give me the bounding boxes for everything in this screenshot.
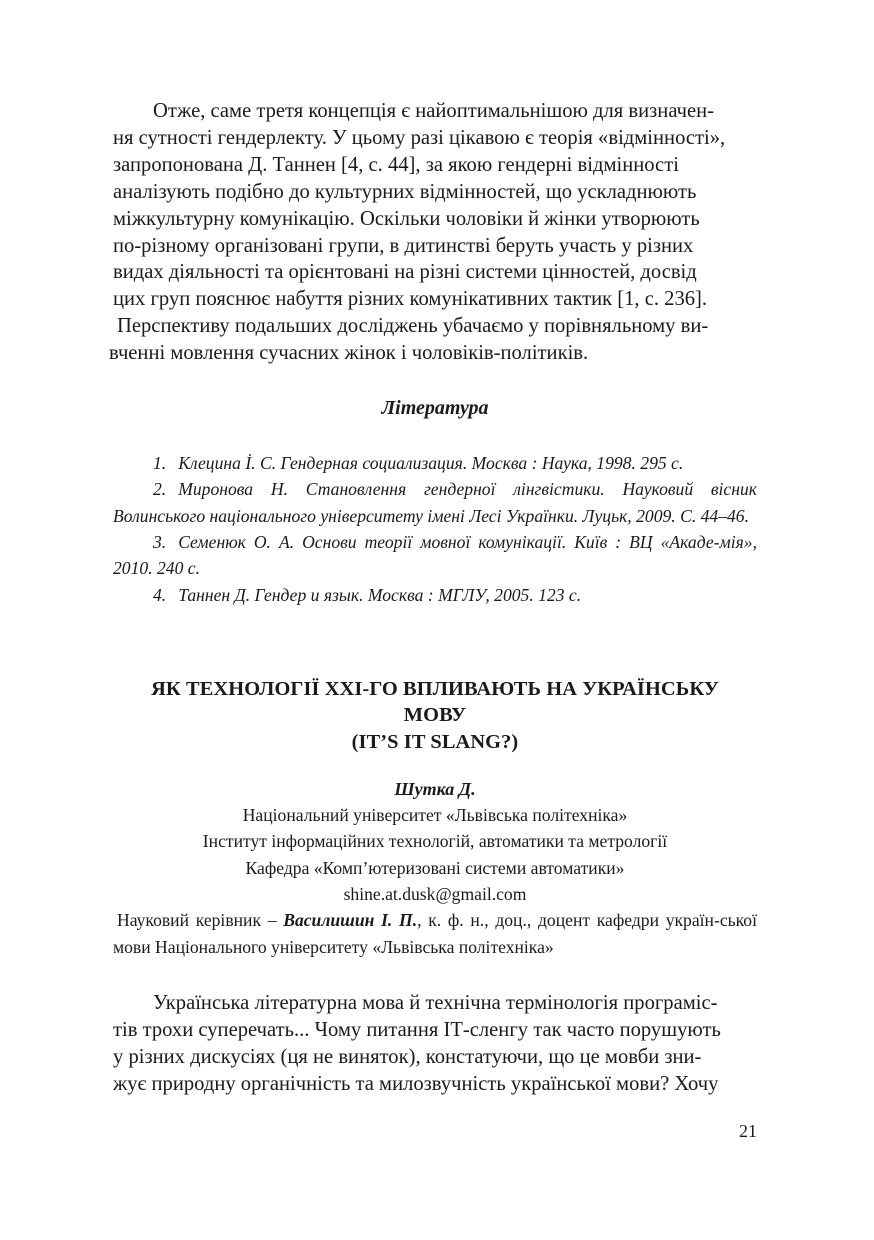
author-email: shine.at.dusk@gmail.com — [343, 883, 527, 904]
affiliation-university: Національний університет «Львівська політехніка» — [242, 805, 628, 826]
intro2-line-2: вченні мовлення сучасних жінок і чоловіків-політиків. — [109, 342, 589, 365]
page-number: 21 — [739, 1121, 757, 1141]
intro-line-1: Отже, саме третя концепція є найоптимальнішою для визначен- — [153, 100, 715, 122]
affiliation-block — [113, 802, 757, 907]
article-title-line-1: ЯК ТЕХНОЛОГІЇ ХХІ-ГО ВПЛИВАЮТЬ НА УКРАЇНСЬКУ — [151, 677, 719, 700]
reference-number: 4. — [153, 584, 167, 605]
body-line-3: у різних дискусіях (ця не виняток), констатуючи, що це мовби зни- — [113, 1045, 702, 1068]
reference-item — [113, 582, 757, 608]
reference-text: Клецина İ. С. Гендерная социализация. Москва : Наука, 1998. 295 с. — [178, 453, 684, 474]
intro-paragraph-1 — [113, 98, 757, 313]
page-content — [109, 98, 757, 1097]
intro-line-3: запропонована Д. Таннен [4, с. 44], за якою гендерні відмінності — [113, 153, 679, 176]
article-title — [113, 676, 757, 755]
reference-item — [113, 450, 757, 476]
affiliation-institute: Інститут інформаційних технологій, автоматики та метрології — [202, 831, 668, 852]
intro-line-6: по-різному організовані групи, в дитинстві беруть участь у різних — [113, 234, 694, 257]
reference-number: 1. — [153, 453, 167, 474]
article-title-line-3: (IT’S IT SLANG?) — [351, 730, 519, 753]
reference-text: Таннен Д. Гендер и язык. Москва : МГЛУ, 2005. 123 с. — [178, 584, 582, 605]
reference-text: Семенюк О. А. Основи теорії мовної комунікації. Київ : ВЦ «Акаде-мія», 2010. 240 с. — [113, 531, 757, 579]
reference-list — [113, 450, 757, 608]
reference-text: Миронова Н. Становлення гендерної лінгвістики. Науковий вісник Волинського національного університету імені Лесі Українки. Луцьк, 2009. С. 44–46. — [113, 479, 757, 526]
intro-line-7: видах діяльності та орієнтовані на різні системи цінностей, досвід — [113, 261, 697, 284]
body-line-2: тів трохи суперечать... Чому питання ІТ-сленгу так часто порушують — [113, 1018, 721, 1041]
intro2-line-1: Перспективу подальших досліджень убачаємо у порівняльному ви- — [117, 315, 709, 338]
body-line-1: Українська літературна мова й технічна термінологія програміс- — [153, 991, 718, 1014]
article-body-paragraph — [113, 990, 757, 1098]
reference-number: 2. — [153, 479, 167, 500]
literature-heading: Література — [381, 397, 489, 420]
intro-paragraph-2 — [109, 313, 757, 367]
reference-item — [113, 529, 757, 582]
reference-item — [113, 476, 757, 529]
intro-line-5: міжкультурну комунікацію. Оскільки чоловіки й жінки утворюють — [113, 207, 700, 230]
article-author: Шутка Д. — [394, 779, 476, 800]
supervisor-details: , к. ф. н., доц., доцент кафедри україн-ської мови Національного університету «Львівська політехніка» — [113, 910, 757, 957]
supervisor-prefix: Науковий керівник – — [117, 910, 284, 931]
supervisor-name: Василишин І. П. — [283, 910, 418, 931]
affiliation-department: Кафедра «Комп’ютеризовані системи автоматики» — [245, 857, 625, 878]
article-title-line-2: МОВУ — [403, 704, 467, 727]
intro-line-4: аналізують подібно до культурних відмінностей, що ускладнюють — [113, 180, 697, 203]
reference-number: 3. — [153, 531, 167, 552]
supervisor-line — [113, 907, 757, 960]
intro-line-2: ня сутності гендерлекту. У цьому разі цікавою є теорія «відмінності», — [113, 126, 726, 149]
intro-line-8: цих груп пояснює набуття різних комунікативних тактик [1, с. 236]. — [113, 288, 708, 311]
body-line-4: жує природну органічність та милозвучність української мови? Хочу — [113, 1072, 719, 1095]
